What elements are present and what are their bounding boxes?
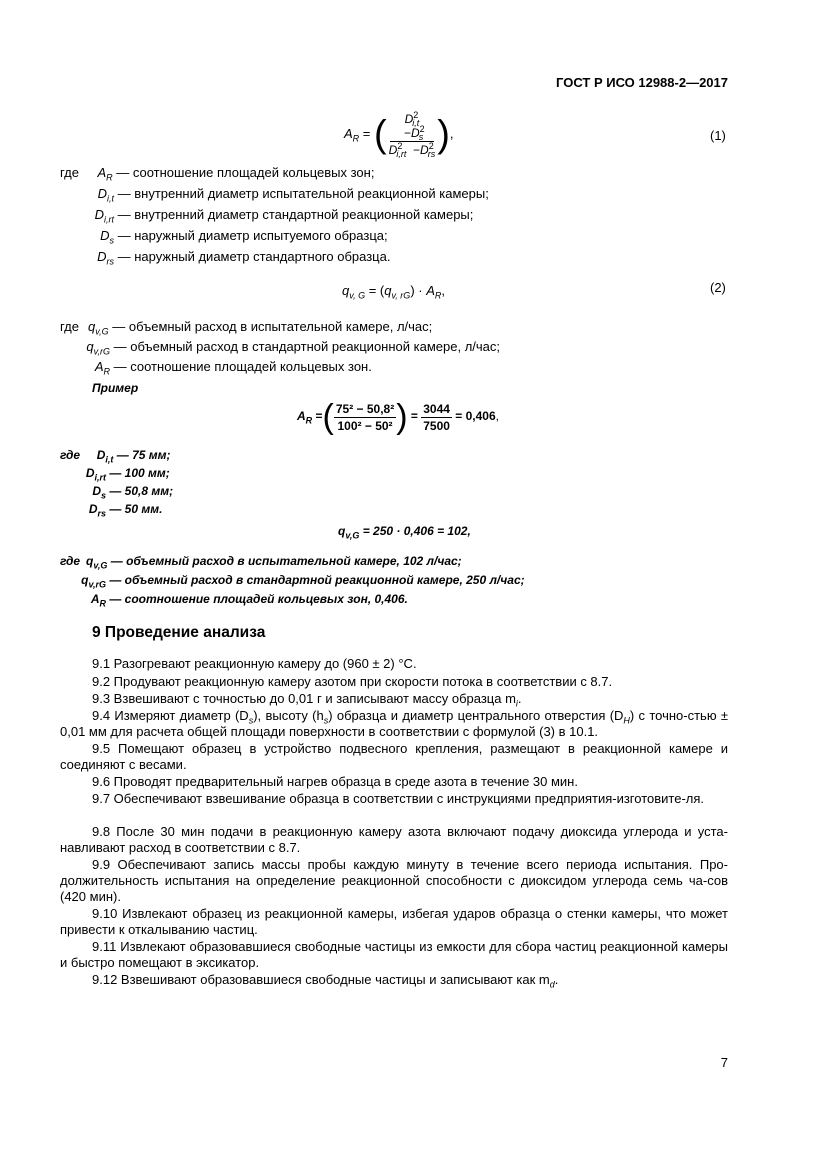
formula-1: $A_R$ = ( $\frac{D^2_{i,t} -D^2_s}{D^2_{i,rt} -D^2_{rs}}$ ), [344,110,454,160]
paragraph: 9.9 Обеспечивают запись массы пробы каждую минуту в течение всего периода испытания. Про-должительность испытания на определение реакционной способности с диоксидом углерода семь ча-сов (420 мин). [60,857,728,905]
example-legend-row: $D_{i,rt}$ — 100 мм; [85,466,170,483]
paragraph: 9.11 Извлекают образовавшиеся свободные частицы из емкости для сбора частиц реакционной камеры и быстро помещают в эксикатор. [60,939,728,971]
legend-text: — внутренний диаметр испытательной реакционной камеры; [117,186,489,201]
legend-1-row: $D_{i,t}$ — внутренний диаметр испытательной реакционной камеры; [97,186,489,204]
section-title: 9 Проведение анализа [92,624,266,641]
legend-1-row: $D_{i,rt}$ — внутренний диаметр стандартной реакционной камеры; [94,207,474,225]
formula-2: $q_{v, G} = (q_{v, rG}) \cdot A_R$, [342,283,445,301]
legend-1-row: $D_{rs}$ — наружный диаметр стандартного образца. [97,249,391,267]
legend-1-row: где $A_R$ — соотношение площадей кольцевых зон; [60,165,375,183]
example-legend-2-row: где $q_{v,G}$ — объемный расход в испытательной камере, 102 л/час; [60,554,462,571]
legend-text: — наружный диаметр испытуемого образца; [117,228,388,243]
legend-2-row: где $q_{v,G}$ — объемный расход в испытательной камере, л/час; [60,319,433,337]
paragraph: 9.10 Извлекают образец из реакционной камеры, избегая ударов образца о стенки камеры, что может привести к откалыванию частиц. [60,906,728,938]
page-number: 7 [720,1055,728,1070]
legend-text: — внутренний диаметр стандартной реакционной камеры; [117,207,474,222]
legend-1-row: $D_s$ — наружный диаметр испытуемого образца; [100,228,388,246]
paragraph: 9.1 Разогревают реакционную камеру до (960 ± 2) °C. [92,656,417,671]
legend-text: — соотношение площадей кольцевых зон. [113,359,372,374]
legend-2-row: $A_R$ — соотношение площадей кольцевых зон. [94,359,372,377]
formula-1-number: (1) [710,128,726,143]
example-legend-row: $D_s$ — 50,8 мм; [92,484,174,501]
document-id: ГОСТ Р ИСО 12988-2—2017 [556,75,728,90]
example-legend-row: $D_{rs}$ — 50 мм. [88,502,163,519]
paragraph: 9.6 Проводят предварительный нагрев образца в среде азота в течение 30 мин. [92,774,578,789]
paragraph: 9.4 Измеряют диаметр $(D_s)$, высоту $(h_s)$ образца и диаметр центрального отверстия $(D_H)$ с точно-стью ± 0,01 мм для расчета общей площади поверхности в соответствии с формулой (3) в 10.1. [60,708,729,740]
legend-prefix: где [60,319,79,334]
paragraph: 9.3 Взвешивают с точностью до 0,01 г и записывают массу образца $m_i$. [92,691,522,709]
example-legend-2-row: $A_R$ — соотношение площадей кольцевых зон, 0,406. [90,592,408,609]
example-formula-1: $A_R$ =( $\frac{\text{75² − 50,8²}}{\text{100² − 50²}}$ ) = $\frac{3044}{7500}$ = 0,406, [297,398,499,436]
legend-text: — объемный расход в испытательной камере, л/час; [112,319,433,334]
paragraph: 9.5 Помещают образец в устройство подвесного крепления, размещают в реакционной камере и соединяют с весами. [60,741,728,773]
paragraph: 9.7 Обеспечивают взвешивание образца в соответствии с инструкциями предприятия-изготовите-ля. [92,791,705,806]
example-legend-2-row: $q_{v,rG}$ — объемный расход в стандартной реакционной камере, 250 л/час; [81,573,525,590]
example-label: Пример [92,381,139,395]
paragraph: 9.12 Взвешивают образовавшиеся свободные частицы и записывают как $m_d$. [92,972,559,990]
legend-prefix: где [60,165,79,180]
legend-text: — объемный расход в стандартной реакционной камере, л/час; [113,339,501,354]
legend-2-row: $q_{v,rG}$ — объемный расход в стандартной реакционной камере, л/час; [86,339,501,357]
example-legend-row: где $D_{i,t}$ — 75 мм; [60,448,171,465]
formula-2-number: (2) [710,280,726,295]
legend-text: — соотношение площадей кольцевых зон; [116,165,375,180]
paragraph: 9.2 Продувают реакционную камеру азотом при скорости потока в соответствии с 8.7. [92,674,613,689]
legend-text: — наружный диаметр стандартного образца. [117,249,391,264]
paragraph: 9.8 После 30 мин подачи в реакционную камеру азота включают подачу диоксида углерода и уста-навливают расход в соответствии с 8.7. [60,824,728,856]
example-formula-2: $q_{v,G} = 250 \cdot 0,406 = 102$, [338,524,471,541]
